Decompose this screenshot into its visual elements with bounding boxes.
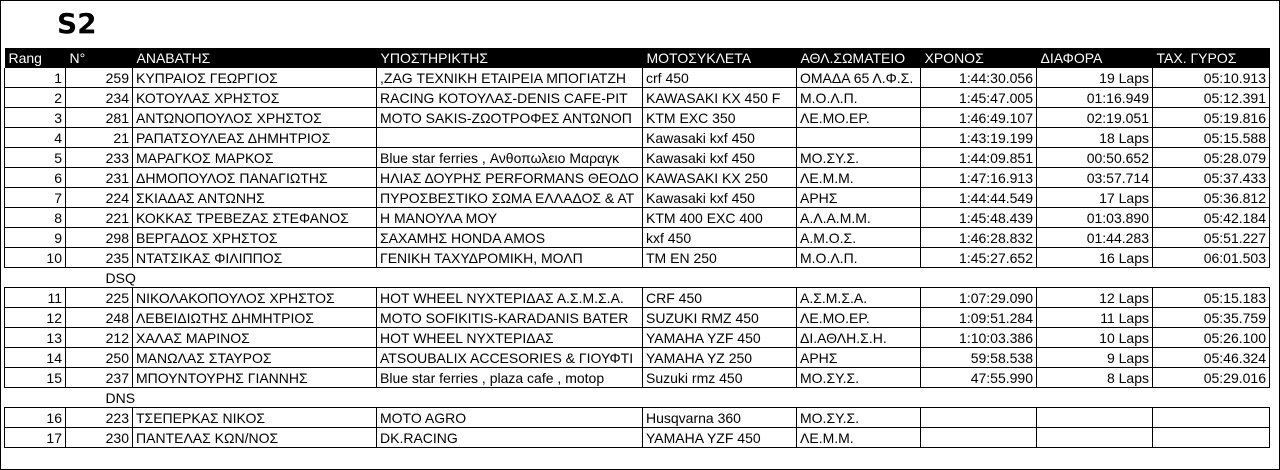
cell-rang: 3 bbox=[5, 108, 66, 128]
table-row bbox=[5, 228, 1270, 248]
cell-rider: ΒΕΡΓΑΔΟΣ ΧΡΗΣΤΟΣ bbox=[133, 228, 377, 248]
table-row bbox=[5, 328, 1270, 348]
cell-fastest-lap bbox=[1153, 428, 1270, 448]
cell-motorcycle: KAWASAKI KX 250 bbox=[643, 168, 797, 188]
cell-motorcycle: crf 450 bbox=[643, 68, 797, 88]
cell-club: ΜΟ.ΣΥ.Σ. bbox=[797, 368, 921, 388]
cell-number: 231 bbox=[66, 168, 133, 188]
cell-rider: ΣΚΙΑΔΑΣ ΑΝΤΩΝΗΣ bbox=[133, 188, 377, 208]
cell-number: 248 bbox=[66, 308, 133, 328]
cell-number: 233 bbox=[66, 148, 133, 168]
cell-club: Α.Λ.Α.Μ.Μ. bbox=[797, 208, 921, 228]
cell-sponsor: MOTO AGRO bbox=[377, 408, 643, 428]
cell-motorcycle: Kawasaki kxf 450 bbox=[643, 128, 797, 148]
table-row bbox=[5, 88, 1270, 108]
cell-rang: 2 bbox=[5, 88, 66, 108]
cell-number: 224 bbox=[66, 188, 133, 208]
cell-difference: 11 Laps bbox=[1037, 308, 1153, 328]
cell-time: 1:43:19.199 bbox=[921, 128, 1037, 148]
cell-time: 1:45:48.439 bbox=[921, 208, 1037, 228]
cell-motorcycle: YAMAHA YZ 250 bbox=[643, 348, 797, 368]
cell-motorcycle: KTM EXC 350 bbox=[643, 108, 797, 128]
cell-rider: ΝΤΑΤΣΙΚΑΣ ΦΙΛΙΠΠΟΣ bbox=[133, 248, 377, 268]
cell-rider: ΚΟΚΚΑΣ ΤΡΕΒΕΖΑΣ ΣΤΕΦΑΝΟΣ bbox=[133, 208, 377, 228]
table-row bbox=[5, 288, 1270, 308]
cell-rang: 4 bbox=[5, 128, 66, 148]
cell-number: 298 bbox=[66, 228, 133, 248]
cell-motorcycle: Suzuki rmz 450 bbox=[643, 368, 797, 388]
cell-time: 1:07:29.090 bbox=[921, 288, 1037, 308]
cell-time: 1:44:30.056 bbox=[921, 68, 1037, 88]
cell-rang: 10 bbox=[5, 248, 66, 268]
cell-fastest-lap: 05:12.391 bbox=[1153, 88, 1270, 108]
cell-fastest-lap: 05:26.100 bbox=[1153, 328, 1270, 348]
cell-difference: 01:16.949 bbox=[1037, 88, 1153, 108]
cell-motorcycle: Kawasaki kxf 450 bbox=[643, 148, 797, 168]
cell-difference: 8 Laps bbox=[1037, 368, 1153, 388]
cell-number: 212 bbox=[66, 328, 133, 348]
cell-time: 59:58.538 bbox=[921, 348, 1037, 368]
table-row bbox=[5, 428, 1270, 448]
cell-motorcycle: CRF 450 bbox=[643, 288, 797, 308]
table-row bbox=[5, 168, 1270, 188]
cell-time: 1:45:47.005 bbox=[921, 88, 1037, 108]
cell-fastest-lap: 05:36.812 bbox=[1153, 188, 1270, 208]
section-dsq bbox=[5, 268, 1270, 288]
table-row bbox=[5, 108, 1270, 128]
table-row bbox=[5, 408, 1270, 428]
cell-motorcycle: KTM 400 EXC 400 bbox=[643, 208, 797, 228]
cell-number: 223 bbox=[66, 408, 133, 428]
cell-difference: 00:50.652 bbox=[1037, 148, 1153, 168]
cell-difference: 19 Laps bbox=[1037, 68, 1153, 88]
cell-sponsor: ΓΕΝΙΚΗ ΤΑΧΥΔΡΟΜΙΚΗ, ΜΟΛΠ bbox=[377, 248, 643, 268]
cell-rang: 11 bbox=[5, 288, 66, 308]
cell-sponsor: Blue star ferries , Ανθοπωλειο Μαραγκ bbox=[377, 148, 643, 168]
cell-time: 1:45:27.652 bbox=[921, 248, 1037, 268]
cell-fastest-lap: 05:51.227 bbox=[1153, 228, 1270, 248]
cell-rang: 5 bbox=[5, 148, 66, 168]
table-row bbox=[5, 348, 1270, 368]
cell-club: ΛΕ.Μ.Μ. bbox=[797, 168, 921, 188]
cell-fastest-lap: 05:29.016 bbox=[1153, 368, 1270, 388]
cell-rider: ΧΑΛΑΣ ΜΑΡΙΝΟΣ bbox=[133, 328, 377, 348]
cell-rider: ΛΕΒΕΙΔΙΩΤΗΣ ΔΗΜΗΤΡΙΟΣ bbox=[133, 308, 377, 328]
col-header-number: N° bbox=[66, 48, 133, 68]
table-row bbox=[5, 148, 1270, 168]
cell-number: 230 bbox=[66, 428, 133, 448]
cell-motorcycle: kxf 450 bbox=[643, 228, 797, 248]
cell-fastest-lap bbox=[1153, 408, 1270, 428]
col-header-sponsor: ΥΠΟΣΤΗΡΙΚΤΗΣ bbox=[377, 48, 643, 68]
cell-sponsor: HOT WHEEL ΝΥΧΤΕΡΙΔΑΣ Α.Σ.Μ.Σ.Α. bbox=[377, 288, 643, 308]
cell-sponsor: ΣΑΧΑΜΗΣ HONDA AMOS bbox=[377, 228, 643, 248]
cell-motorcycle: SUZUKI RMZ 450 bbox=[643, 308, 797, 328]
cell-difference bbox=[1037, 428, 1153, 448]
table-row bbox=[5, 208, 1270, 228]
cell-fastest-lap: 05:10.913 bbox=[1153, 68, 1270, 88]
cell-rider: ΠΑΝΤΕΛΑΣ ΚΩΝ/ΝΟΣ bbox=[133, 428, 377, 448]
cell-sponsor: ,ZAG ΤΕΧΝΙΚΗ ΕΤΑΙΡΕΙΑ ΜΠΟΓΙΑΤΖΗ bbox=[377, 68, 643, 88]
cell-sponsor: MOTO SAKIS-ΖΩΟΤΡΟΦΕΣ ΑΝΤΩΝΟΠ bbox=[377, 108, 643, 128]
cell-rang: 1 bbox=[5, 68, 66, 88]
cell-sponsor: Η ΜΑΝΟΥΛΑ ΜΟΥ bbox=[377, 208, 643, 228]
cell-number: 234 bbox=[66, 88, 133, 108]
section-dns bbox=[5, 388, 1270, 408]
cell-club: ΜΟ.ΣΥ.Σ. bbox=[797, 408, 921, 428]
cell-number: 21 bbox=[66, 128, 133, 148]
cell-club: ΟΜΑΔΑ 65 Λ.Φ.Σ. bbox=[797, 68, 921, 88]
table-row bbox=[5, 188, 1270, 208]
cell-rider: ΚΟΤΟΥΛΑΣ ΧΡΗΣΤΟΣ bbox=[133, 88, 377, 108]
col-header-time: ΧΡΟΝΟΣ bbox=[921, 48, 1037, 68]
section-spacer bbox=[5, 388, 66, 408]
cell-rang: 17 bbox=[5, 428, 66, 448]
cell-difference: 01:03.890 bbox=[1037, 208, 1153, 228]
cell-difference: 01:44.283 bbox=[1037, 228, 1153, 248]
col-header-difference: ΔΙΑΦΟΡΑ bbox=[1037, 48, 1153, 68]
cell-sponsor: Blue star ferries , plaza cafe , motop bbox=[377, 368, 643, 388]
cell-motorcycle: Kawasaki kxf 450 bbox=[643, 188, 797, 208]
cell-rang: 12 bbox=[5, 308, 66, 328]
cell-club: ΑΡΗΣ bbox=[797, 348, 921, 368]
cell-difference: 02:19.051 bbox=[1037, 108, 1153, 128]
section-label: DNS bbox=[66, 388, 1270, 408]
cell-time: 1:47:16.913 bbox=[921, 168, 1037, 188]
cell-rider: ΑΝΤΩΝΟΠΟΥΛΟΣ ΧΡΗΣΤΟΣ bbox=[133, 108, 377, 128]
cell-time bbox=[921, 428, 1037, 448]
cell-difference: 9 Laps bbox=[1037, 348, 1153, 368]
cell-time: 1:46:49.107 bbox=[921, 108, 1037, 128]
cell-number: 225 bbox=[66, 288, 133, 308]
cell-sponsor: ΗΛΙΑΣ ΔΟΥΡΗΣ PERFORMANS ΘΕΟΔΟ bbox=[377, 168, 643, 188]
cell-number: 221 bbox=[66, 208, 133, 228]
cell-sponsor: RACING ΚΟΤΟΥΛΑΣ-DENIS CAFE-PIT bbox=[377, 88, 643, 108]
cell-rang: 15 bbox=[5, 368, 66, 388]
cell-number: 250 bbox=[66, 348, 133, 368]
cell-sponsor: DK.RACING bbox=[377, 428, 643, 448]
cell-time: 1:46:28.832 bbox=[921, 228, 1037, 248]
cell-rang: 7 bbox=[5, 188, 66, 208]
cell-number: 259 bbox=[66, 68, 133, 88]
cell-rider: ΡΑΠΑΤΣΟΥΛΕΑΣ ΔΗΜΗΤΡΙΟΣ bbox=[133, 128, 377, 148]
cell-time: 1:44:09.851 bbox=[921, 148, 1037, 168]
col-header-club: ΑΘΛ.ΣΩΜΑΤΕΙΟ bbox=[797, 48, 921, 68]
table-row bbox=[5, 68, 1270, 88]
col-header-motorcycle: ΜΟΤΟΣΥΚΛΕΤΑ bbox=[643, 48, 797, 68]
cell-difference bbox=[1037, 408, 1153, 428]
cell-rang: 9 bbox=[5, 228, 66, 248]
table-row bbox=[5, 308, 1270, 328]
cell-rider: ΔΗΜΟΠΟΥΛΟΣ ΠΑΝΑΓΙΩΤΗΣ bbox=[133, 168, 377, 188]
cell-club: ΛΕ.ΜΟ.ΕΡ. bbox=[797, 308, 921, 328]
cell-motorcycle: YAMAHA YZF 450 bbox=[643, 428, 797, 448]
cell-motorcycle: Husqvarna 360 bbox=[643, 408, 797, 428]
cell-club: Μ.Ο.Λ.Π. bbox=[797, 88, 921, 108]
cell-rang: 6 bbox=[5, 168, 66, 188]
cell-rang: 8 bbox=[5, 208, 66, 228]
cell-club: ΛΕ.ΜΟ.ΕΡ. bbox=[797, 108, 921, 128]
cell-rang: 16 bbox=[5, 408, 66, 428]
table-row bbox=[5, 128, 1270, 148]
cell-rider: ΝΙΚΟΛΑΚΟΠΟΥΛΟΣ ΧΡΗΣΤΟΣ bbox=[133, 288, 377, 308]
cell-club: ΑΡΗΣ bbox=[797, 188, 921, 208]
cell-difference: 18 Laps bbox=[1037, 128, 1153, 148]
cell-time bbox=[921, 408, 1037, 428]
cell-sponsor: MOTO SOFIKITIS-KARADANIS BATER bbox=[377, 308, 643, 328]
cell-time: 1:09:51.284 bbox=[921, 308, 1037, 328]
header-row bbox=[5, 48, 1270, 68]
cell-rider: ΜΑΝΩΛΑΣ ΣΤΑΥΡΟΣ bbox=[133, 348, 377, 368]
cell-club: Α.Μ.Ο.Σ. bbox=[797, 228, 921, 248]
cell-sponsor bbox=[377, 128, 643, 148]
cell-fastest-lap: 05:37.433 bbox=[1153, 168, 1270, 188]
cell-fastest-lap: 05:35.759 bbox=[1153, 308, 1270, 328]
cell-club: ΜΟ.ΣΥ.Σ. bbox=[797, 148, 921, 168]
cell-rang: 13 bbox=[5, 328, 66, 348]
cell-number: 237 bbox=[66, 368, 133, 388]
cell-fastest-lap: 05:15.183 bbox=[1153, 288, 1270, 308]
cell-fastest-lap: 05:42.184 bbox=[1153, 208, 1270, 228]
table-row bbox=[5, 368, 1270, 388]
page-title: S2 bbox=[57, 7, 97, 40]
cell-club: Μ.Ο.Λ.Π. bbox=[797, 248, 921, 268]
cell-rider: ΜΑΡΑΓΚΟΣ ΜΑΡΚΟΣ bbox=[133, 148, 377, 168]
cell-rider: ΚΥΠΡΑΙΟΣ ΓΕΩΡΓΙΟΣ bbox=[133, 68, 377, 88]
cell-sponsor: HOT WHEEL ΝΥΧΤΕΡΙΔΑΣ bbox=[377, 328, 643, 348]
cell-club: Α.Σ.Μ.Σ.Α. bbox=[797, 288, 921, 308]
cell-motorcycle: KAWASAKI KX 450 F bbox=[643, 88, 797, 108]
cell-time: 1:44:44.549 bbox=[921, 188, 1037, 208]
cell-difference: 17 Laps bbox=[1037, 188, 1153, 208]
cell-number: 281 bbox=[66, 108, 133, 128]
cell-time: 1:10:03.386 bbox=[921, 328, 1037, 348]
cell-fastest-lap: 05:19.816 bbox=[1153, 108, 1270, 128]
cell-sponsor: ΠΥΡΟΣΒΕΣΤΙΚΟ ΣΩΜΑ ΕΛΛΑΔΟΣ & ΑΤ bbox=[377, 188, 643, 208]
cell-rang: 14 bbox=[5, 348, 66, 368]
cell-difference: 03:57.714 bbox=[1037, 168, 1153, 188]
cell-difference: 16 Laps bbox=[1037, 248, 1153, 268]
cell-rider: ΜΠΟΥΝΤΟΥΡΗΣ ΓΙΑΝΝΗΣ bbox=[133, 368, 377, 388]
cell-fastest-lap: 06:01.503 bbox=[1153, 248, 1270, 268]
cell-fastest-lap: 05:15.588 bbox=[1153, 128, 1270, 148]
section-spacer bbox=[5, 268, 66, 288]
cell-club bbox=[797, 128, 921, 148]
cell-number: 235 bbox=[66, 248, 133, 268]
results-table bbox=[4, 48, 1270, 448]
cell-club: ΛΕ.Μ.Μ. bbox=[797, 428, 921, 448]
cell-club: ΔΙ.ΑΘΛΗ.Σ.Η. bbox=[797, 328, 921, 348]
cell-fastest-lap: 05:28.079 bbox=[1153, 148, 1270, 168]
cell-sponsor: ATSOUBALIX ACCESORIES & ΓΙΟΥΦΤΙ bbox=[377, 348, 643, 368]
col-header-rider: ΑΝΑΒΑΤΗΣ bbox=[133, 48, 377, 68]
section-label: DSQ bbox=[66, 268, 1270, 288]
cell-difference: 10 Laps bbox=[1037, 328, 1153, 348]
cell-time: 47:55.990 bbox=[921, 368, 1037, 388]
cell-rider: ΤΣΕΠΕΡΚΑΣ ΝΙΚΟΣ bbox=[133, 408, 377, 428]
col-header-fastest-lap: ΤΑΧ. ΓΥΡΟΣ bbox=[1153, 48, 1270, 68]
col-header-rang: Rang bbox=[5, 48, 66, 68]
cell-difference: 12 Laps bbox=[1037, 288, 1153, 308]
cell-motorcycle: TM EN 250 bbox=[643, 248, 797, 268]
cell-fastest-lap: 05:46.324 bbox=[1153, 348, 1270, 368]
cell-motorcycle: YAMAHA YZF 450 bbox=[643, 328, 797, 348]
table-row bbox=[5, 248, 1270, 268]
